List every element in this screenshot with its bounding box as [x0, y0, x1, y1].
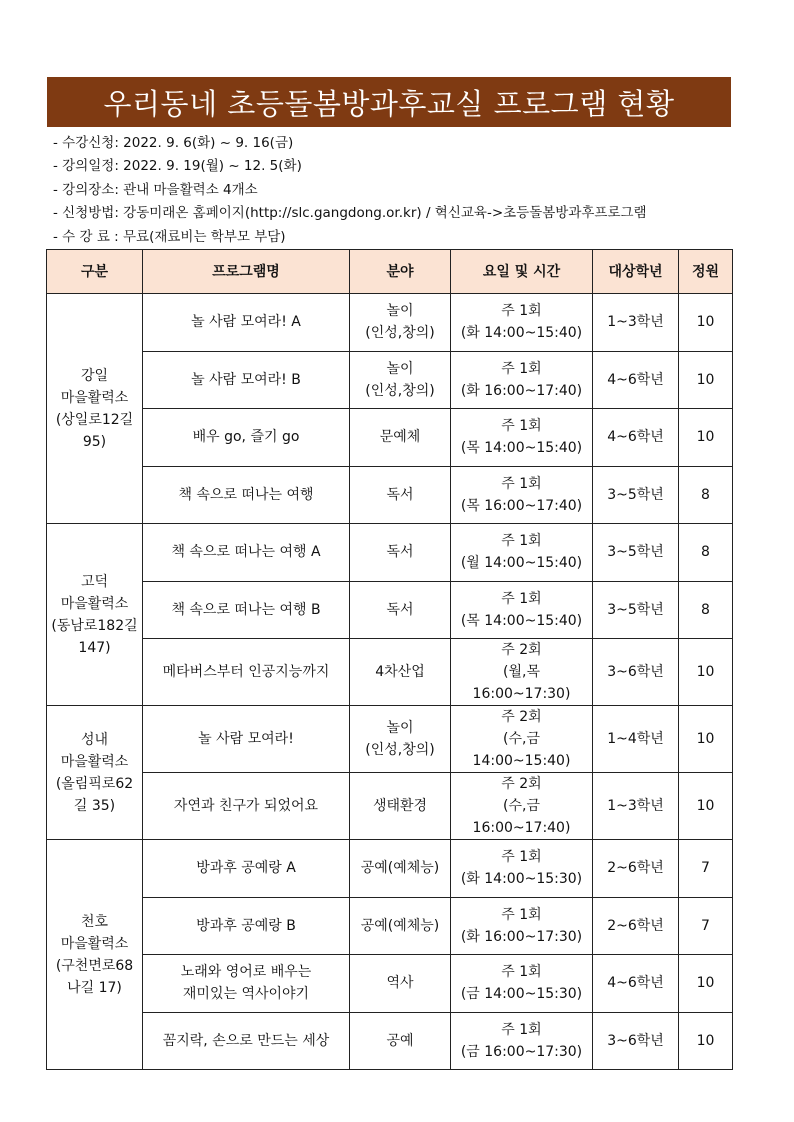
- program-name: 방과후 공예랑 B: [143, 897, 350, 955]
- program-field: 공예: [350, 1012, 451, 1070]
- info-list: [53, 132, 743, 249]
- header-field: 분야: [350, 250, 451, 294]
- page-title: 우리동네 초등돌봄방과후교실 프로그램 현황: [47, 77, 731, 127]
- program-schedule: 주 1회 (화 16:00~17:30): [451, 897, 593, 955]
- program-schedule: 주 1회 (금 16:00~17:30): [451, 1012, 593, 1070]
- program-name: 노래와 영어로 배우는 재미있는 역사이야기: [143, 955, 350, 1013]
- program-schedule: 주 1회 (목 14:00~15:40): [451, 581, 593, 639]
- program-capacity: 10: [679, 773, 733, 840]
- program-grade: 1~3학년: [593, 294, 679, 352]
- table-row: [47, 706, 733, 773]
- header-program-name: 프로그램명: [143, 250, 350, 294]
- table-row: [47, 409, 733, 467]
- info-tuition: - 수 강 료 : 무료(재료비는 학부모 부담): [53, 228, 286, 245]
- program-schedule: 주 2회 (월,목 16:00~17:30): [451, 639, 593, 706]
- table-row: [47, 897, 733, 955]
- table-row: [47, 955, 733, 1013]
- program-capacity: 7: [679, 897, 733, 955]
- program-grade: 3~6학년: [593, 1012, 679, 1070]
- program-name: 책 속으로 떠나는 여행: [143, 466, 350, 524]
- program-grade: 2~6학년: [593, 897, 679, 955]
- table-row: [47, 840, 733, 898]
- program-field: 놀이 (인성,창의): [350, 706, 451, 773]
- program-capacity: 10: [679, 706, 733, 773]
- program-field: 공예(예체능): [350, 840, 451, 898]
- program-grade: 1~3학년: [593, 773, 679, 840]
- info-registration-period: - 수강신청: 2022. 9. 6(화) ~ 9. 16(금): [53, 135, 294, 151]
- program-name: 책 속으로 떠나는 여행 A: [143, 524, 350, 582]
- program-table: [46, 249, 733, 1070]
- program-capacity: 8: [679, 466, 733, 524]
- program-schedule: 주 1회 (화 14:00~15:40): [451, 294, 593, 352]
- table-row: [47, 639, 733, 706]
- program-name: 놀 사람 모여라! B: [143, 351, 350, 409]
- program-capacity: 10: [679, 639, 733, 706]
- program-capacity: 8: [679, 581, 733, 639]
- program-capacity: 7: [679, 840, 733, 898]
- table-row: [47, 351, 733, 409]
- program-grade: 4~6학년: [593, 351, 679, 409]
- program-name: 메타버스부터 인공지능까지: [143, 639, 350, 706]
- program-grade: 4~6학년: [593, 955, 679, 1013]
- table-row: [47, 581, 733, 639]
- header-grade: 대상학년: [593, 250, 679, 294]
- info-class-location: - 강의장소: 관내 마을활력소 4개소: [53, 181, 258, 198]
- program-schedule: 주 1회 (화 14:00~15:30): [451, 840, 593, 898]
- header-category: 구분: [47, 250, 143, 294]
- table-row: [47, 773, 733, 840]
- program-grade: 3~5학년: [593, 581, 679, 639]
- program-field: 문예체: [350, 409, 451, 467]
- program-schedule: 주 1회 (월 14:00~15:40): [451, 524, 593, 582]
- program-field: 생태환경: [350, 773, 451, 840]
- header-capacity: 정원: [679, 250, 733, 294]
- program-schedule: 주 1회 (목 16:00~17:40): [451, 466, 593, 524]
- program-grade: 1~4학년: [593, 706, 679, 773]
- program-capacity: 10: [679, 294, 733, 352]
- info-application-method: - 신청방법: 강동미래온 홈페이지(http://slc.gangdong.or.kr) / 혁신교육->초등돌봄방과후프로그램: [53, 205, 647, 222]
- header-schedule: 요일 및 시간: [451, 250, 593, 294]
- program-field: 놀이 (인성,창의): [350, 294, 451, 352]
- program-name: 꼼지락, 손으로 만드는 세상: [143, 1012, 350, 1070]
- program-name: 놀 사람 모여라!: [143, 706, 350, 773]
- program-schedule: 주 1회 (목 14:00~15:40): [451, 409, 593, 467]
- info-class-schedule: - 강의일정: 2022. 9. 19(월) ~ 12. 5(화): [53, 158, 302, 175]
- table-row: [47, 1012, 733, 1070]
- center-name: 강일 마을활력소 (상일로12길 95): [47, 294, 143, 524]
- program-grade: 3~5학년: [593, 466, 679, 524]
- program-capacity: 10: [679, 409, 733, 467]
- program-field: 독서: [350, 581, 451, 639]
- table-header-row: [47, 250, 733, 294]
- table-row: [47, 294, 733, 352]
- table-row: [47, 466, 733, 524]
- program-name: 방과후 공예랑 A: [143, 840, 350, 898]
- program-grade: 2~6학년: [593, 840, 679, 898]
- program-field: 독서: [350, 524, 451, 582]
- program-grade: 4~6학년: [593, 409, 679, 467]
- program-grade: 3~6학년: [593, 639, 679, 706]
- center-name: 고덕 마을활력소 (동남로182길 147): [47, 524, 143, 706]
- program-capacity: 10: [679, 955, 733, 1013]
- program-name: 자연과 친구가 되었어요: [143, 773, 350, 840]
- program-name: 책 속으로 떠나는 여행 B: [143, 581, 350, 639]
- program-capacity: 8: [679, 524, 733, 582]
- program-field: 놀이 (인성,창의): [350, 351, 451, 409]
- program-field: 역사: [350, 955, 451, 1013]
- program-field: 독서: [350, 466, 451, 524]
- program-name: 배우 go, 즐기 go: [143, 409, 350, 467]
- program-capacity: 10: [679, 1012, 733, 1070]
- table-row: [47, 524, 733, 582]
- center-name: 성내 마을활력소 (올림픽로62 길 35): [47, 706, 143, 840]
- program-capacity: 10: [679, 351, 733, 409]
- program-schedule: 주 2회 (수,금 14:00~15:40): [451, 706, 593, 773]
- program-grade: 3~5학년: [593, 524, 679, 582]
- program-schedule: 주 1회 (금 14:00~15:30): [451, 955, 593, 1013]
- program-field: 공예(예체능): [350, 897, 451, 955]
- center-name: 천호 마을활력소 (구천면로68 나길 17): [47, 840, 143, 1070]
- program-schedule: 주 1회 (화 16:00~17:40): [451, 351, 593, 409]
- program-name: 놀 사람 모여라! A: [143, 294, 350, 352]
- program-field: 4차산업: [350, 639, 451, 706]
- program-schedule: 주 2회 (수,금 16:00~17:40): [451, 773, 593, 840]
